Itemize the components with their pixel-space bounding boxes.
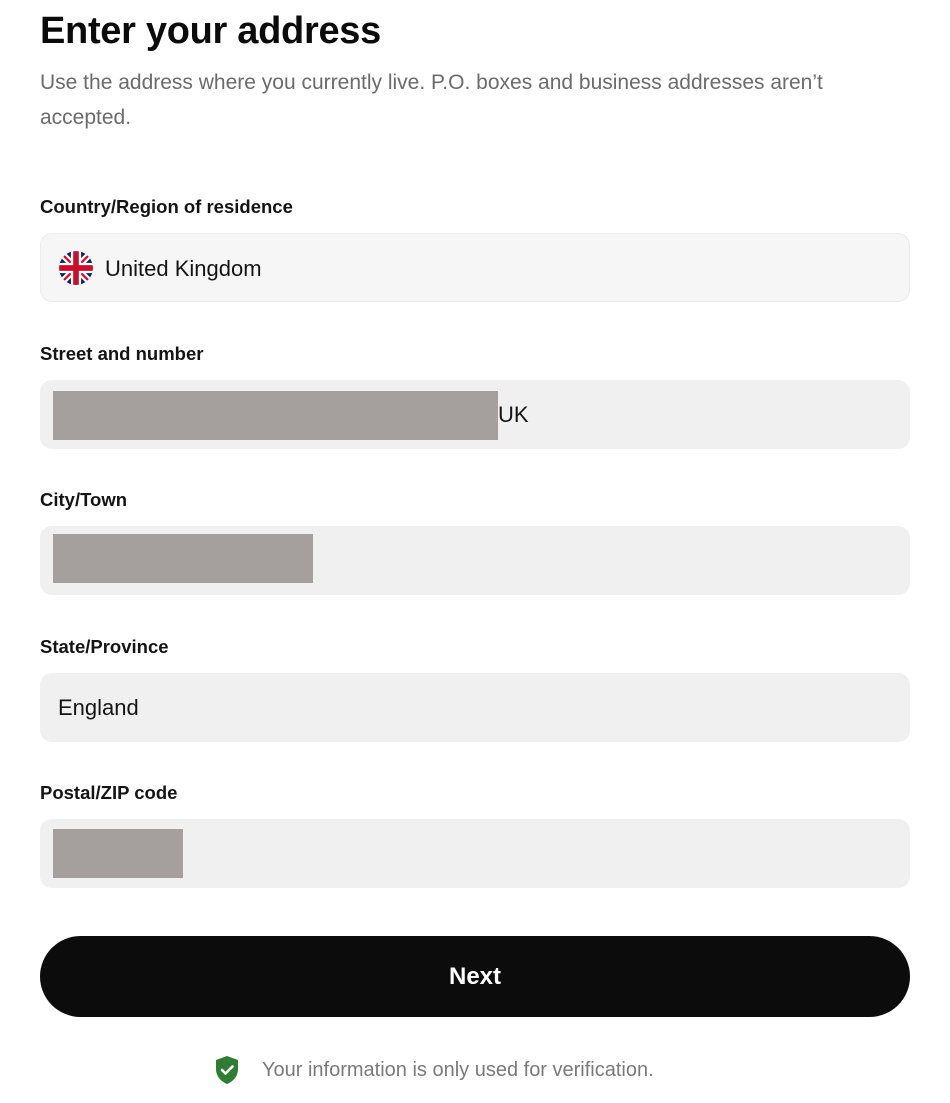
uk-flag-icon (59, 251, 93, 285)
country-value: United Kingdom (105, 256, 262, 281)
street-input[interactable] (40, 380, 910, 449)
verification-note-text: Your information is only used for verification. (262, 1058, 654, 1081)
state-label: State/Province (40, 636, 169, 657)
page-subtitle: Use the address where you currently live. P.O. boxes and business addresses aren’t accepted. (40, 71, 823, 129)
postal-input[interactable] (40, 819, 910, 888)
shield-check-icon (214, 1055, 240, 1085)
city-input[interactable] (40, 526, 910, 595)
country-label: Country/Region of residence (40, 196, 293, 217)
redacted-postal-text (53, 829, 183, 878)
street-label: Street and number (40, 343, 204, 364)
country-select[interactable] (40, 233, 910, 302)
state-input[interactable] (40, 673, 910, 742)
city-label: City/Town (40, 489, 128, 510)
page-title: Enter your address (40, 10, 381, 52)
redacted-city-text (53, 534, 313, 583)
state-value: England (58, 695, 139, 720)
redacted-street-text (53, 391, 498, 440)
postal-label: Postal/ZIP code (40, 782, 178, 803)
verification-note (214, 1052, 654, 1088)
street-value-suffix: UK (498, 402, 529, 427)
next-button[interactable]: Next (40, 936, 910, 1017)
